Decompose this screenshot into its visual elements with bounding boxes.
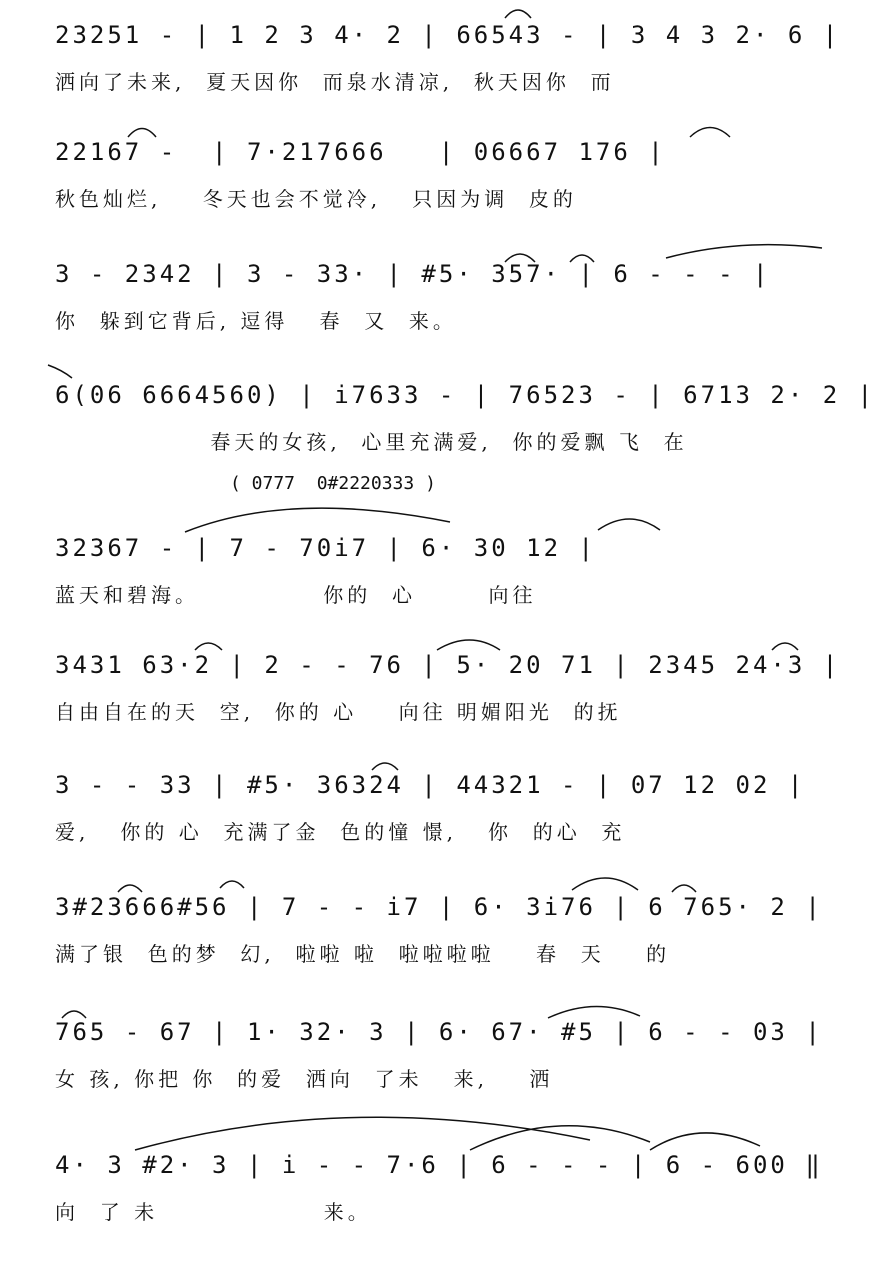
system-9 bbox=[55, 1012, 835, 1137]
notation-line: 3431 63·2 | 2 - - 76 | 5· 20 71 | 2345 24·3 | bbox=[55, 651, 841, 679]
system-10 bbox=[55, 1145, 835, 1270]
lyrics-line: 蓝天和碧海。 你的 心 向往 bbox=[55, 583, 537, 607]
notation-line: 3 - - 33 | #5· 36324 | 44321 - | 07 12 02 | bbox=[55, 771, 806, 799]
system-6 bbox=[55, 645, 841, 770]
notation-line: 4· 3 #2· 3 | i - - 7·6 | 6 - - - | 6 - 600 ‖ bbox=[55, 1151, 823, 1179]
lyrics-line: 洒向了未来, 夏天因你 而泉水清凉, 秋天因你 而 bbox=[55, 70, 615, 94]
lyrics-line: 你 躲到它背后, 逗得 春 又 来。 bbox=[55, 309, 457, 333]
lyrics-line: 爱, 你的 心 充满了金 色的憧 憬, 你 的心 充 bbox=[55, 820, 626, 844]
notation-line: 6(06 6664560) | i7633 - | 76523 - | 6713 2· 2 | bbox=[55, 381, 876, 409]
lyrics-line: 自由自在的天 空, 你的 心 向往 明媚阳光 的抚 bbox=[55, 700, 622, 724]
system-4 bbox=[55, 375, 876, 500]
notation-line: 765 - 67 | 1· 32· 3 | 6· 67· #5 | 6 - - 03 | bbox=[55, 1018, 823, 1046]
lyrics-line: 秋色灿烂, 冬天也会不觉冷, 只因为调 皮的 bbox=[55, 187, 577, 211]
lyrics-line: 春天的女孩, 心里充满爱, 你的爱飘 飞 在 bbox=[55, 430, 688, 454]
system-1 bbox=[55, 15, 841, 140]
lyrics-line: 满了银 色的梦 幻, 啦啦 啦 啦啦啦啦 春 天 的 bbox=[55, 942, 671, 966]
lyrics-line: 女 孩, 你把 你 的爱 洒向 了未 来, 洒 bbox=[55, 1067, 554, 1091]
system-7 bbox=[55, 765, 835, 890]
system-3 bbox=[55, 254, 835, 379]
system-8 bbox=[55, 887, 835, 1012]
notation-line: 3#23666#56 | 7 - - i7 | 6· 3i76 | 6 765· 2 | bbox=[55, 893, 823, 921]
interlude-line: ( 0777 0#2220333 ) bbox=[230, 473, 436, 494]
system-5 bbox=[55, 528, 835, 653]
notation-line: 3 - 2342 | 3 - 33· | #5· 357· | 6 - - - | bbox=[55, 260, 771, 288]
system-2 bbox=[55, 132, 835, 257]
lyrics-line: 向 了 未 来。 bbox=[55, 1200, 372, 1224]
notation-line: 22167 - | 7·217666 | 06667 176 | bbox=[55, 138, 666, 166]
notation-line: 23251 - | 1 2 3 4· 2 | 66543 - | 3 4 3 2· 6 | bbox=[55, 21, 841, 49]
notation-line: 32367 - | 7 - 70i7 | 6· 30 12 | bbox=[55, 534, 596, 562]
